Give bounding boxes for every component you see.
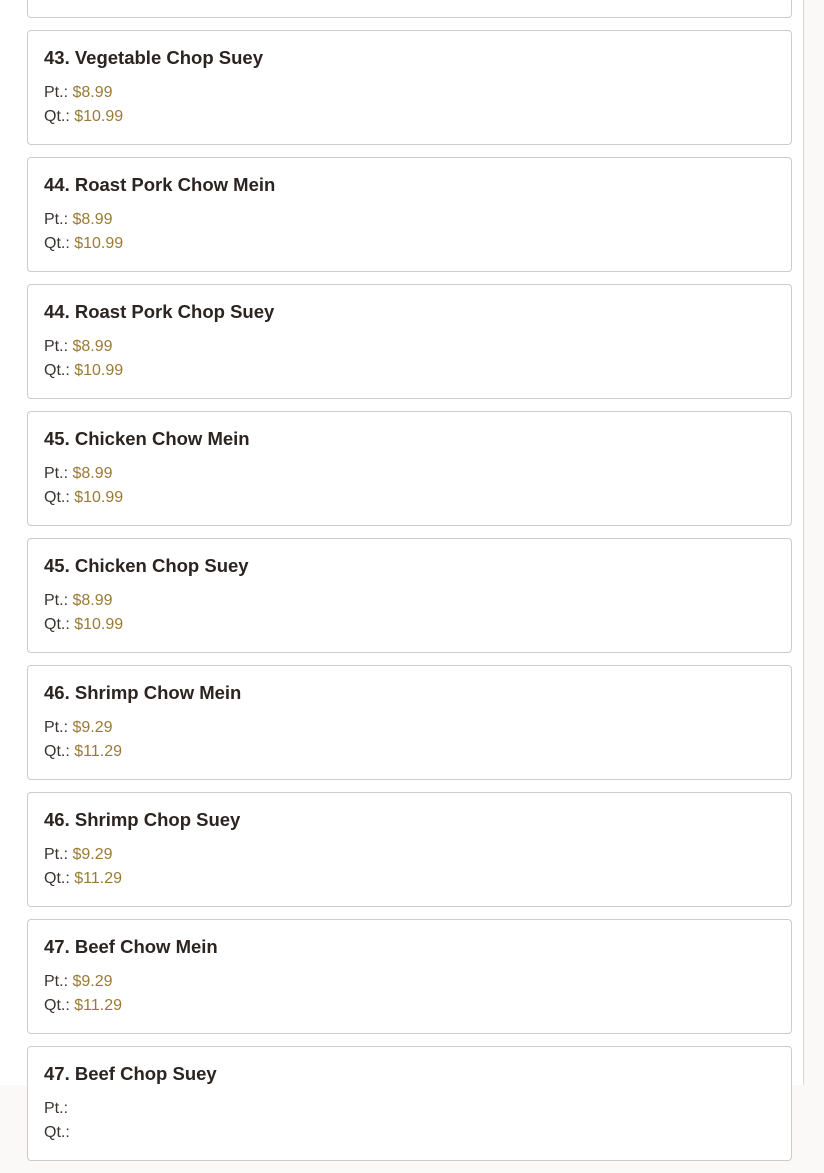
pint-label: Pt.: (44, 592, 69, 609)
quart-price: $11.29 (74, 743, 122, 760)
pint-price-row (44, 335, 775, 359)
quart-price: $10.99 (74, 362, 124, 379)
menu-item-title: 45. Chicken Chow Mein (44, 428, 250, 449)
menu-item-prices (44, 716, 775, 764)
menu-item-prices (44, 970, 775, 1018)
quart-price: $10.99 (74, 616, 124, 633)
menu-item-prices (44, 589, 775, 637)
menu-item-title: 46. Shrimp Chow Mein (44, 682, 242, 703)
quart-label: Qt.: (44, 235, 70, 252)
menu-item-card[interactable] (27, 665, 792, 780)
quart-price-row (44, 994, 775, 1018)
menu-item-card[interactable] (27, 1046, 792, 1161)
pint-price: $8.99 (72, 84, 113, 101)
pint-label: Pt.: (44, 338, 69, 355)
menu-item-prices (44, 843, 775, 891)
pint-price-row (44, 208, 775, 232)
menu-item-prices (44, 208, 775, 256)
quart-price: $10.99 (74, 235, 124, 252)
menu-item-card[interactable] (27, 792, 792, 907)
menu-item-title: 45. Chicken Chop Suey (44, 555, 249, 576)
pint-price-row (44, 970, 775, 994)
quart-label: Qt.: (44, 489, 70, 506)
quart-price-row (44, 486, 775, 510)
pint-label: Pt.: (44, 465, 69, 482)
quart-label: Qt.: (44, 362, 70, 379)
quart-price: $11.29 (74, 997, 122, 1014)
pint-label: Pt.: (44, 973, 69, 990)
menu-item-title: 47. Beef Chop Suey (44, 1063, 217, 1084)
pint-price-row (44, 589, 775, 613)
pint-price-row (44, 843, 775, 867)
pint-label: Pt.: (44, 846, 69, 863)
pint-label: Pt.: (44, 211, 69, 228)
quart-price: $10.99 (74, 108, 124, 125)
menu-item-card[interactable] (27, 538, 792, 653)
pint-price-row (44, 462, 775, 486)
menu-item-prices (44, 462, 775, 510)
pint-price-row (44, 1097, 775, 1121)
menu-item-prices (44, 335, 775, 383)
quart-label: Qt.: (44, 743, 70, 760)
menu-item-title: 44. Roast Pork Chow Mein (44, 174, 276, 195)
pint-label: Pt.: (44, 84, 69, 101)
quart-label: Qt.: (44, 997, 70, 1014)
menu-item-card[interactable] (27, 30, 792, 145)
pint-price: $8.99 (72, 465, 113, 482)
pint-price-row (44, 81, 775, 105)
quart-price-row (44, 232, 775, 256)
pint-price: $8.99 (72, 211, 113, 228)
menu-item-list (27, 0, 792, 1173)
menu-item-title: 44. Roast Pork Chop Suey (44, 301, 275, 322)
pint-price: $8.99 (72, 592, 113, 609)
menu-item-title: 43. Vegetable Chop Suey (44, 47, 263, 68)
pint-price: $9.29 (72, 973, 113, 990)
quart-price-row (44, 613, 775, 637)
pint-price: $9.29 (72, 846, 113, 863)
quart-price-row (44, 867, 775, 891)
menu-item-prices (44, 0, 775, 2)
pint-price: $8.99 (72, 338, 113, 355)
quart-label: Qt.: (44, 616, 70, 633)
quart-price-row (44, 740, 775, 764)
pint-price-row (44, 716, 775, 740)
quart-label: Qt.: (44, 870, 70, 887)
menu-item-prices (44, 81, 775, 129)
quart-label: Qt.: (44, 1124, 70, 1141)
menu-item-title: 47. Beef Chow Mein (44, 936, 218, 957)
menu-item-prices (44, 1097, 775, 1145)
quart-price-row (44, 359, 775, 383)
menu-item-card[interactable] (27, 919, 792, 1034)
menu-item-card[interactable] (27, 157, 792, 272)
quart-price-row (44, 1121, 775, 1145)
pint-label: Pt.: (44, 1100, 69, 1117)
menu-item-card[interactable] (27, 284, 792, 399)
pint-label: Pt.: (44, 719, 69, 736)
menu-item-title: 46. Shrimp Chop Suey (44, 809, 241, 830)
quart-label: Qt.: (44, 108, 70, 125)
quart-price-row (44, 105, 775, 129)
pint-price: $9.29 (72, 719, 113, 736)
quart-price-row (44, 0, 775, 2)
menu-item-card[interactable] (27, 411, 792, 526)
menu-item-card[interactable] (27, 0, 792, 18)
quart-price: $10.99 (74, 489, 124, 506)
quart-price: $11.29 (74, 870, 122, 887)
